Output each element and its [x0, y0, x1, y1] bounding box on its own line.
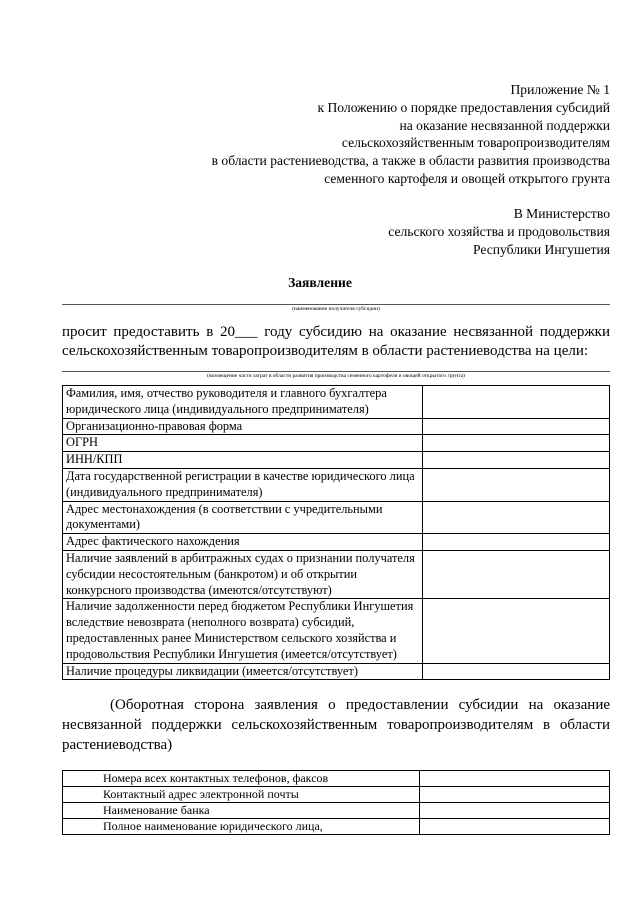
- appendix-line: семенного картофеля и овощей открытого грунта: [324, 170, 610, 186]
- field-label: ИНН/КПП: [63, 452, 423, 469]
- field-label: Организационно-правовая форма: [63, 418, 423, 435]
- field-value-cell[interactable]: [420, 803, 610, 819]
- field-label: Полное наименование юридического лица,: [63, 819, 420, 835]
- table-row: [63, 599, 610, 663]
- table-row: [63, 435, 610, 452]
- field-value-cell[interactable]: [423, 599, 610, 663]
- table-row: [63, 663, 610, 680]
- table-row: [63, 787, 610, 803]
- appendix-line: к Положению о порядке предоставления субсидий: [317, 99, 610, 115]
- recipient-name-caption: (наименование получателя субсидии): [292, 306, 380, 312]
- field-label: Наличие заявлений в арбитражных судах о признании получателя субсидии несостоятельным (банкротом) и об открытии конкурсного производства (имеются/отсутствуют): [63, 550, 423, 598]
- reverse-side-note: (Оборотная сторона заявления о предоставлении субсидии на оказание несвязанной поддержки сельскохозяйственным товаропроизводителям в области растениеводства): [62, 697, 610, 753]
- field-label: Фамилия, имя, отчество руководителя и главного бухгалтера юридического лица (индивидуального предпринимателя): [63, 386, 423, 419]
- appendix-line: на оказание несвязанной поддержки: [399, 117, 610, 133]
- recipient-name-line[interactable]: [62, 304, 610, 305]
- field-label: Адрес местонахождения (в соответствии с учредительными документами): [63, 501, 423, 534]
- recipient-line: Республики Ингушетия: [472, 241, 610, 257]
- table-row: [63, 468, 610, 501]
- field-value-cell[interactable]: [423, 663, 610, 680]
- contact-info-table: [62, 770, 610, 835]
- table-row: [63, 819, 610, 835]
- field-label: Номера всех контактных телефонов, факсов: [63, 771, 420, 787]
- request-line: сельскохозяйственным товаропроизводителям в области растениеводства на цели:: [62, 343, 589, 359]
- field-value-cell[interactable]: [423, 468, 610, 501]
- table-row: [63, 452, 610, 469]
- table-row: [63, 771, 610, 787]
- field-value-cell[interactable]: [423, 534, 610, 551]
- field-label: Дата государственной регистрации в качестве юридического лица (индивидуального предпринимателя): [63, 468, 423, 501]
- field-label: Наименование банка: [63, 803, 420, 819]
- request-text: [62, 323, 610, 361]
- field-value-cell[interactable]: [420, 819, 610, 835]
- field-value-cell[interactable]: [423, 386, 610, 419]
- field-value-cell[interactable]: [423, 550, 610, 598]
- field-label: ОГРН: [63, 435, 423, 452]
- recipient-block: [300, 205, 610, 258]
- field-label: Адрес фактического нахождения: [63, 534, 423, 551]
- appendix-line: Приложение № 1: [510, 82, 610, 97]
- document-title: Заявление: [288, 275, 352, 290]
- field-value-cell[interactable]: [420, 771, 610, 787]
- table-row: [63, 534, 610, 551]
- table-row: [63, 386, 610, 419]
- table-row: [63, 501, 610, 534]
- table-row: [63, 803, 610, 819]
- table-row: [63, 550, 610, 598]
- recipient-line: сельского хозяйства и продовольствия: [388, 223, 610, 239]
- field-label: Наличие процедуры ликвидации (имеется/отсутствует): [63, 663, 423, 680]
- purpose-caption: (возмещение части затрат в области развития производства семенного картофеля и овощей открытого грунта): [207, 373, 465, 379]
- field-value-cell[interactable]: [423, 452, 610, 469]
- field-label: Наличие задолженности перед бюджетом Республики Ингушетия вследствие невозврата (неполного возврата) субсидий, предоставленных ранее Министерством сельского хозяйства и продовольствия Республики Ингушетия (имеется/отсутствует): [63, 599, 423, 663]
- field-value-cell[interactable]: [423, 418, 610, 435]
- purpose-line[interactable]: [62, 371, 610, 372]
- request-line: просит предоставить в 20___ году субсидию на оказание несвязанной поддержки: [62, 324, 610, 340]
- appendix-header: [120, 81, 610, 188]
- recipient-line: В Министерство: [513, 206, 610, 221]
- field-label: Контактный адрес электронной почты: [63, 787, 420, 803]
- appendix-line: сельскохозяйственным товаропроизводителям: [341, 135, 610, 151]
- applicant-info-table: [62, 385, 610, 680]
- appendix-line: в области растениеводства, а также в области развития производства: [211, 153, 610, 169]
- field-value-cell[interactable]: [423, 501, 610, 534]
- table-row: [63, 418, 610, 435]
- field-value-cell[interactable]: [420, 787, 610, 803]
- field-value-cell[interactable]: [423, 435, 610, 452]
